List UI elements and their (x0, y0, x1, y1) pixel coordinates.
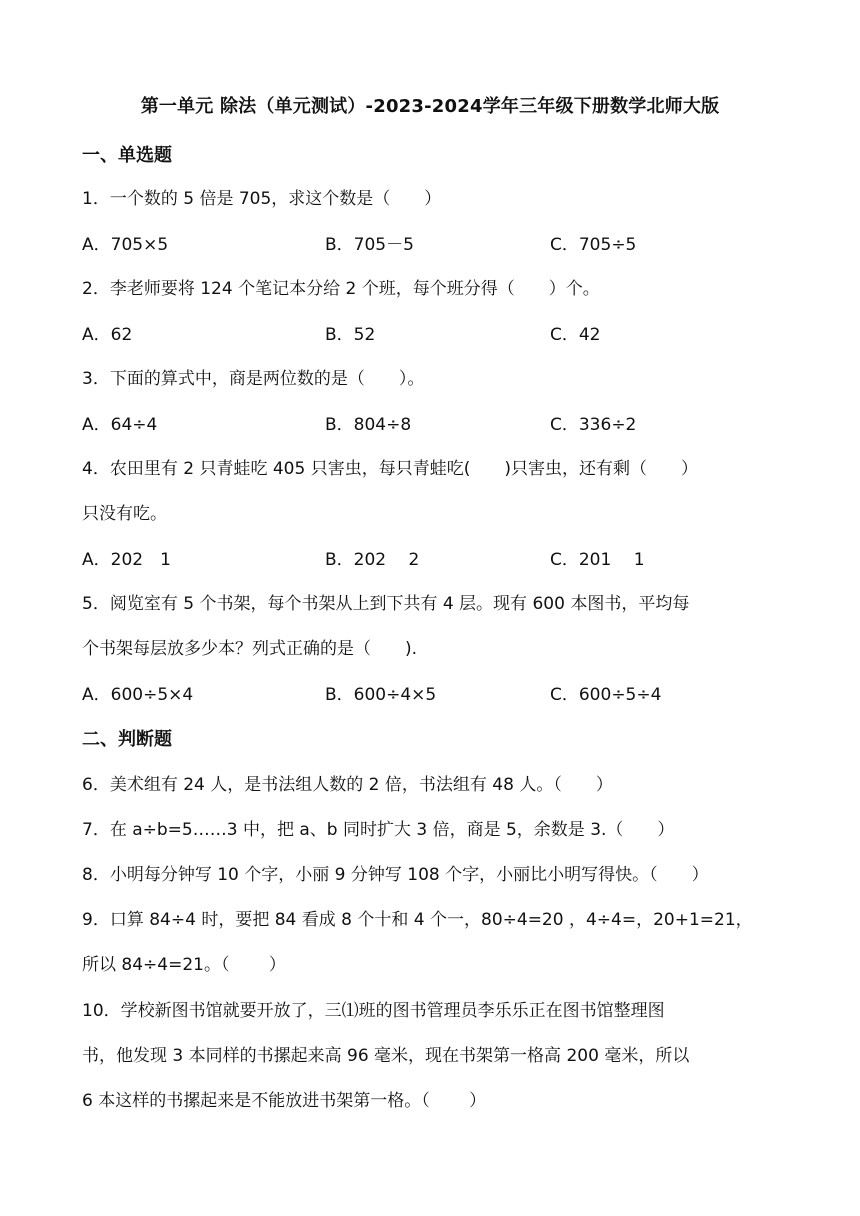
judgment-10-line-2: 书，他发现 3 本同样的书摞起来高 96 毫米，现在书架第一格高 200 毫米，所以 (82, 1046, 690, 1066)
question-1-stem: 1．一个数的 5 倍是 705，求这个数是（ ） (82, 189, 442, 209)
question-4-option-a: A．202 1 (82, 550, 171, 570)
judgment-6: 6．美术组有 24 人，是书法组人数的 2 倍，书法组有 48 人。（ ） (82, 775, 613, 795)
question-2-option-a: A．62 (82, 325, 133, 345)
question-1-option-c: C．705÷5 (550, 235, 637, 255)
question-4-option-b: B．202 2 (325, 550, 420, 570)
question-2-option-b: B．52 (325, 325, 376, 345)
question-2-option-c: C．42 (550, 325, 601, 345)
question-4-stem-line-2: 只没有吃。 (82, 504, 167, 524)
section-heading-single-choice: 一、单选题 (82, 145, 172, 166)
judgment-8: 8．小明每分钟写 10 个字，小丽 9 分钟写 108 个字，小丽比小明写得快。（ ） (82, 865, 709, 885)
judgment-9-line-1: 9．口算 84÷4 时，要把 84 看成 8 个十和 4 个一，80÷4=20 ，4÷4=，20+1=21， (82, 910, 753, 930)
question-4-stem-line-1: 4．农田里有 2 只青蛙吃 405 只害虫，每只青蛙吃( )只害虫，还有剩（ ） (82, 459, 698, 479)
question-5-stem-line-2: 个书架每层放多少本？列式正确的是（ ). (82, 639, 418, 659)
page-title: 第一单元 除法（单元测试）-2023-2024学年三年级下册数学北师大版 (140, 96, 720, 117)
judgment-7: 7．在 a÷b=5……3 中，把 a、b 同时扩大 3 倍，商是 5，余数是 3.（ ） (82, 820, 675, 840)
question-2-stem: 2．李老师要将 124 个笔记本分给 2 个班，每个班分得（ ）个。 (82, 279, 600, 299)
judgment-10-line-1: 10．学校新图书馆就要开放了，三⑴班的图书管理员李乐乐正在图书馆整理图 (82, 1001, 665, 1021)
question-3-option-a: A．64÷4 (82, 415, 158, 435)
question-3-option-c: C．336÷2 (550, 415, 637, 435)
judgment-10-line-3: 6 本这样的书摞起来是不能放进书架第一格。（ ） (82, 1091, 487, 1111)
question-5-option-c: C．600÷5÷4 (550, 685, 662, 705)
question-5-option-a: A．600÷5×4 (82, 685, 194, 705)
question-3-stem: 3．下面的算式中，商是两位数的是（ ）。 (82, 369, 425, 389)
question-5-option-b: B．600÷4×5 (325, 685, 437, 705)
section-heading-true-false: 二、判断题 (82, 729, 172, 750)
question-1-option-b: B．705－5 (325, 235, 414, 255)
question-5-stem-line-1: 5．阅览室有 5 个书架，每个书架从上到下共有 4 层。现有 600 本图书，平均每 (82, 594, 690, 614)
judgment-9-line-2: 所以 84÷4=21。（ ） (82, 955, 286, 975)
question-3-option-b: B．804÷8 (325, 415, 412, 435)
question-1-option-a: A．705×5 (82, 235, 169, 255)
question-4-option-c: C．201 1 (550, 550, 645, 570)
